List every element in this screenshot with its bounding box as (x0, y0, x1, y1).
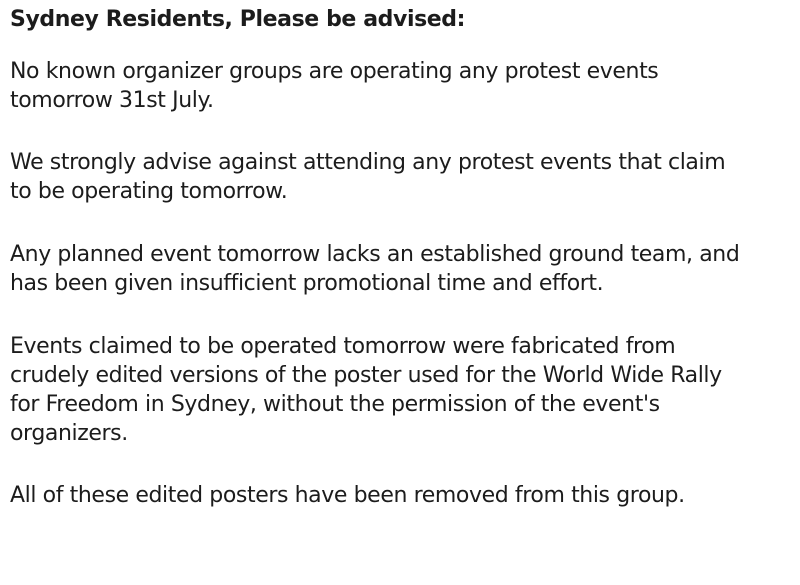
notice-heading: Sydney Residents, Please be advised: (10, 7, 466, 32)
text-line: crudely edited versions of the poster used for the World Wide Rally (10, 363, 722, 388)
paragraph-posters-removed (10, 481, 790, 510)
text-line: to be operating tomorrow. (10, 179, 288, 204)
paragraph-no-organizers (10, 57, 790, 115)
text-line: We strongly advise against attending any protest events that claim (10, 150, 726, 175)
text-line: tomorrow 31st July. (10, 88, 214, 113)
text-line: has been given insufficient promotional time and effort. (10, 271, 604, 296)
paragraph-advise-against (10, 148, 790, 206)
paragraph-no-ground-team (10, 240, 790, 298)
text-line: All of these edited posters have been removed from this group. (10, 483, 685, 508)
text-line: Events claimed to be operated tomorrow were fabricated from (10, 334, 676, 359)
text-line: organizers. (10, 421, 128, 446)
text-line: Any planned event tomorrow lacks an established ground team, and (10, 242, 740, 267)
paragraph-fabricated-events (10, 332, 790, 448)
text-line: for Freedom in Sydney, without the permission of the event's (10, 392, 660, 417)
text-line: No known organizer groups are operating any protest events (10, 59, 659, 84)
